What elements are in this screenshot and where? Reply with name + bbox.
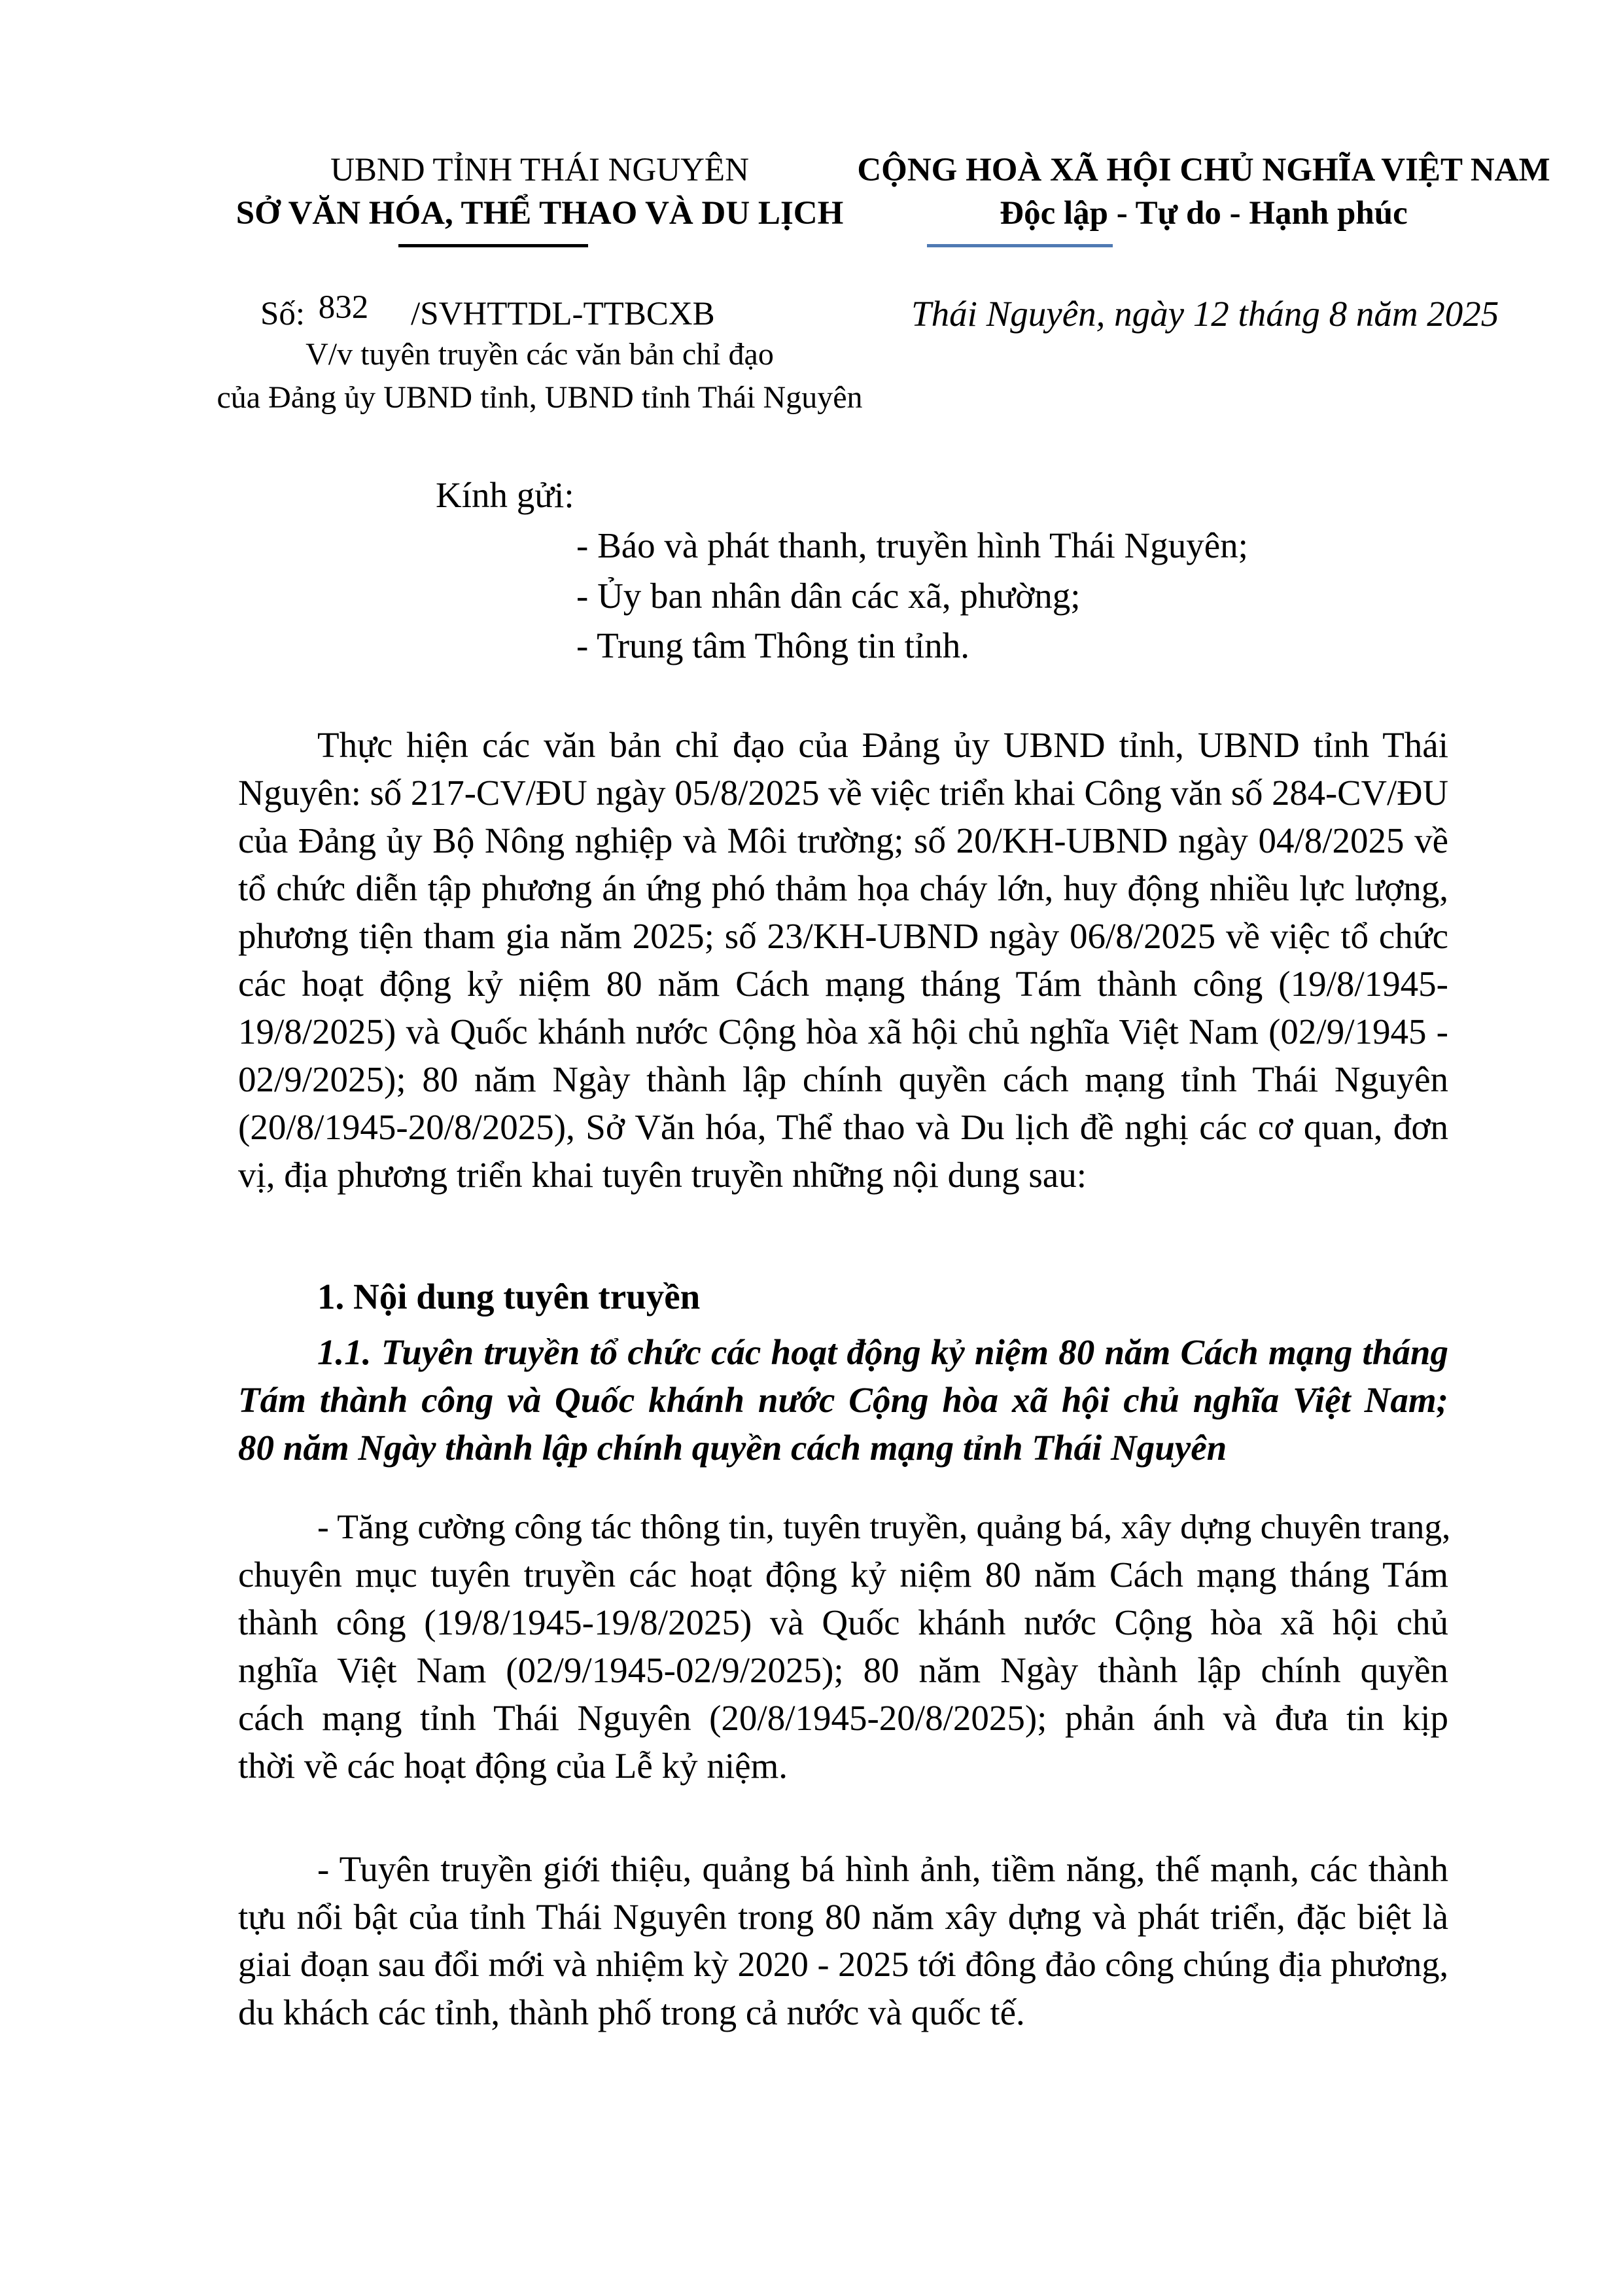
- intro-line: phương tiện tham gia năm 2025; số 23/KH-UBND ngày 06/8/2025 về việc tổ chức: [238, 916, 1448, 956]
- bullet-line: tựu nổi bật của tỉnh Thái Nguyên trong 80 năm xây dựng và phát triển, đặc biệt là: [238, 1897, 1448, 1937]
- national-title: CỘNG HOÀ XÃ HỘI CHỦ NGHĨA VIỆT NAM: [857, 152, 1550, 188]
- subject-line-2: của Đảng ủy UBND tỉnh, UBND tỉnh Thái Nguyên: [217, 380, 863, 415]
- left-header-underline: [398, 244, 588, 247]
- national-motto: Độc lập - Tự do - Hạnh phúc: [1000, 195, 1408, 232]
- recipient-item: - Báo và phát thanh, truyền hình Thái Nguyên;: [576, 525, 1248, 565]
- issue-date: Thái Nguyên, ngày 12 tháng 8 năm 2025: [911, 294, 1499, 334]
- document-number: [260, 289, 715, 334]
- bullet-line: - Tăng cường công tác thông tin, tuyên truyền, quảng bá, xây dựng chuyên trang,: [317, 1507, 1451, 1546]
- recipient-item: - Ủy ban nhân dân các xã, phường;: [576, 576, 1081, 616]
- so-label: Số:: [260, 296, 305, 332]
- sub-heading-line: 1.1. Tuyên truyền tổ chức các hoạt động kỷ niệm 80 năm Cách mạng tháng: [317, 1332, 1448, 1372]
- so-number: 832: [318, 289, 369, 326]
- recipient-item: - Trung tâm Thông tin tỉnh.: [576, 626, 969, 665]
- intro-line: tổ chức diễn tập phương án ứng phó thảm họa cháy lớn, huy động nhiều lực lượng,: [238, 868, 1448, 908]
- bullet-line: nghĩa Việt Nam (02/9/1945-02/9/2025); 80 năm Ngày thành lập chính quyền: [238, 1650, 1448, 1690]
- bullet-line: - Tuyên truyền giới thiệu, quảng bá hình ảnh, tiềm năng, thế mạnh, các thành: [317, 1849, 1448, 1889]
- intro-line: 02/9/2025); 80 năm Ngày thành lập chính quyền cách mạng tỉnh Thái Nguyên: [238, 1059, 1448, 1099]
- bullet-line: cách mạng tỉnh Thái Nguyên (20/8/1945-20/8/2025); phản ánh và đưa tin kịp: [238, 1698, 1448, 1738]
- section-heading: 1. Nội dung tuyên truyền: [317, 1277, 701, 1316]
- bullet-line: giai đoạn sau đổi mới và nhiệm kỳ 2020 - 2025 tới đông đảo công chúng địa phương,: [238, 1945, 1448, 1984]
- intro-line: Thực hiện các văn bản chỉ đạo của Đảng ủy UBND tỉnh, UBND tỉnh Thái: [317, 725, 1448, 765]
- so-code: /SVHTTDL-TTBCXB: [411, 296, 715, 332]
- recipients-label: Kính gửi:: [436, 475, 574, 515]
- bullet-paragraph: [238, 1503, 1451, 1790]
- intro-line: 19/8/2025) và Quốc khánh nước Cộng hòa xã hội chủ nghĩa Việt Nam (02/9/1945 -: [238, 1012, 1448, 1051]
- bullet-line: du khách các tỉnh, thành phố trong cả nước và quốc tế.: [238, 1992, 1025, 2032]
- intro-line: của Đảng ủy Bộ Nông nghiệp và Môi trường; số 20/KH-UBND ngày 04/8/2025 về: [238, 821, 1448, 860]
- intro-paragraph: [238, 721, 1448, 1199]
- subject-line-1: V/v tuyên truyền các văn bản chỉ đạo: [305, 337, 774, 372]
- intro-line: vị, địa phương triển khai tuyên truyền những nội dung sau:: [238, 1155, 1087, 1195]
- intro-line: (20/8/1945-20/8/2025), Sở Văn hóa, Thể thao và Du lịch đề nghị các cơ quan, đơn: [238, 1107, 1448, 1147]
- issuing-department: SỞ VĂN HÓA, THỂ THAO VÀ DU LỊCH: [236, 195, 844, 232]
- intro-line: Nguyên: số 217-CV/ĐU ngày 05/8/2025 về việc triển khai Công văn số 284-CV/ĐU: [238, 773, 1448, 813]
- bullet-line: thành công (19/8/1945-19/8/2025) và Quốc khánh nước Cộng hòa xã hội chủ: [238, 1602, 1448, 1642]
- sub-heading: [238, 1328, 1448, 1472]
- bullet-line: chuyên mục tuyên truyền các hoạt động kỷ niệm 80 năm Cách mạng tháng Tám: [238, 1555, 1448, 1595]
- sub-heading-line: 80 năm Ngày thành lập chính quyền cách mạng tỉnh Thái Nguyên: [238, 1428, 1227, 1468]
- intro-line: các hoạt động kỷ niệm 80 năm Cách mạng tháng Tám thành công (19/8/1945-: [238, 964, 1448, 1004]
- bullet-paragraph: [238, 1845, 1448, 2036]
- issuing-authority: UBND TỈNH THÁI NGUYÊN: [330, 152, 749, 188]
- right-header-underline: [927, 244, 1113, 247]
- sub-heading-line: Tám thành công và Quốc khánh nước Cộng hòa xã hội chủ nghĩa Việt Nam;: [238, 1380, 1448, 1420]
- bullet-line: thời về các hoạt động của Lễ kỷ niệm.: [238, 1746, 788, 1786]
